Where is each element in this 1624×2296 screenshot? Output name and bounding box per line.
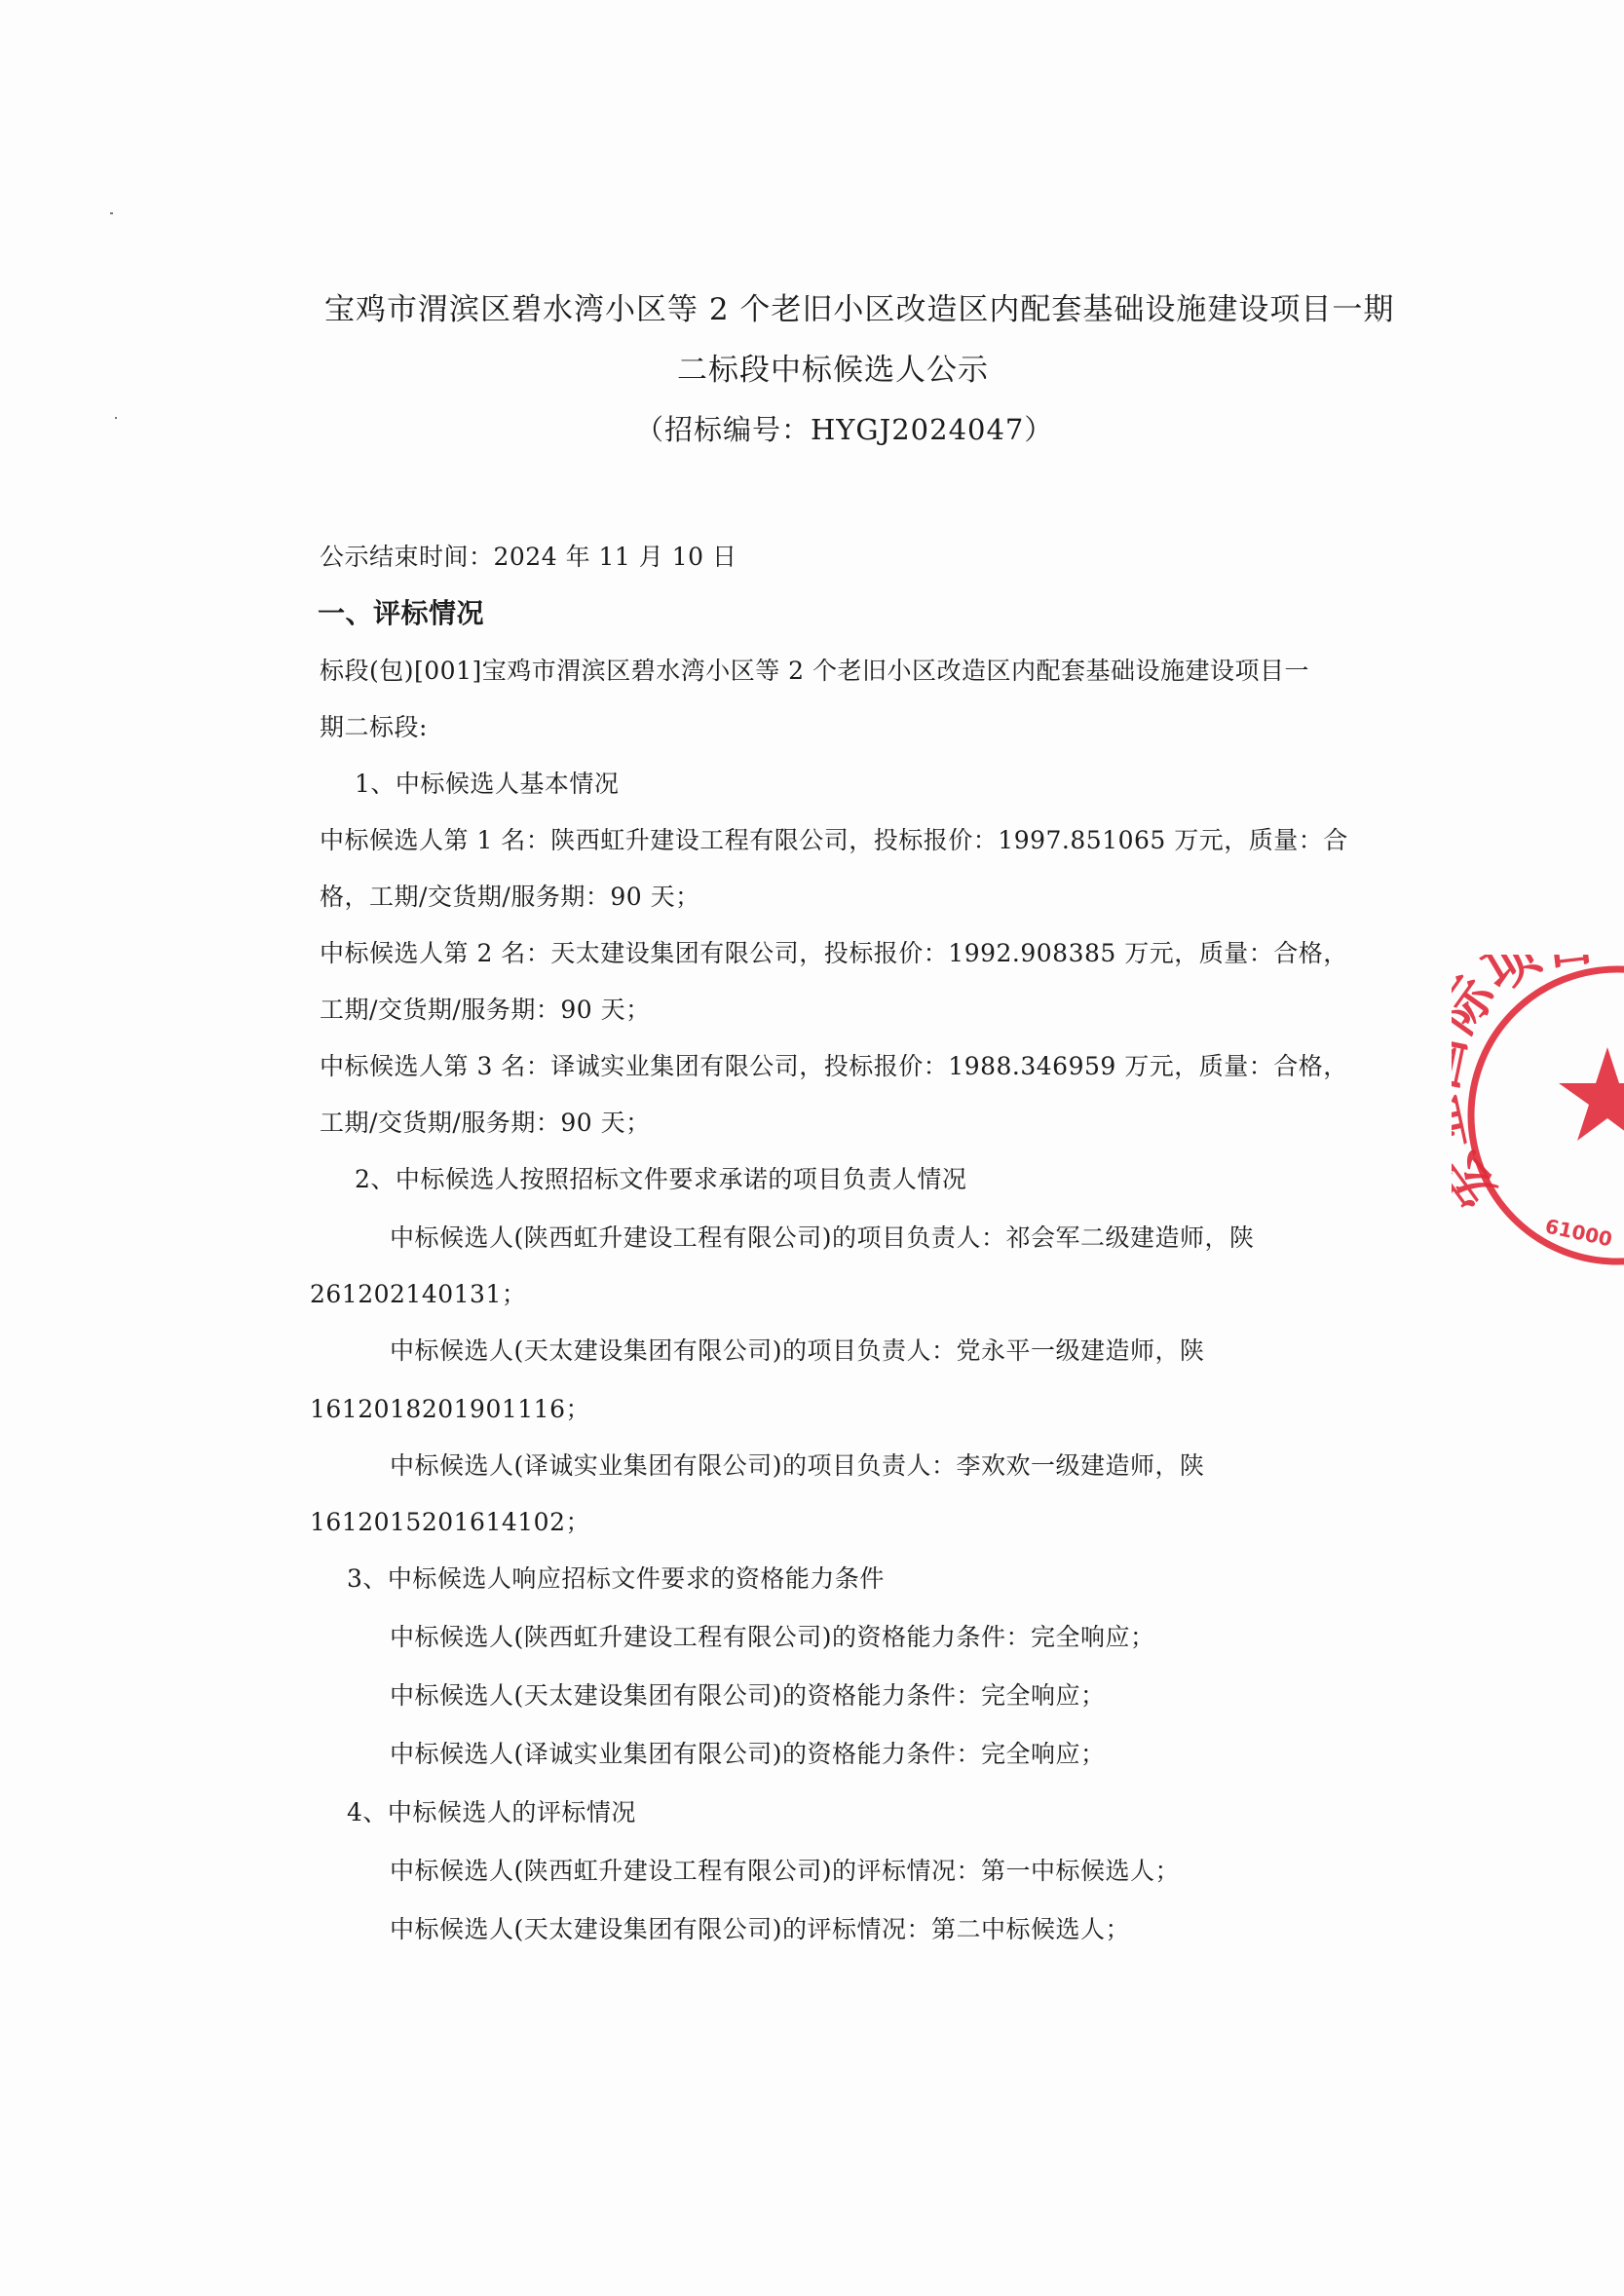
candidate-2-line1: 中标候选人第 2 名：天太建设集团有限公司，投标报价：1992.908385 万元，质量：合格，: [320, 939, 1348, 967]
lot-description-line2: 期二标段:: [320, 713, 428, 741]
manager-2-line1: 中标候选人(天太建设集团有限公司)的项目负责人：党永平一级建造师，陕: [390, 1336, 1205, 1365]
manager-3-line2: 1612015201614102；: [310, 1508, 590, 1536]
company-seal: [1452, 955, 1624, 1276]
qualification-2: 中标候选人(天太建设集团有限公司)的资格能力条件：完全响应；: [390, 1681, 1106, 1710]
candidate-1-line1: 中标候选人第 1 名：陕西虹升建设工程有限公司，投标报价：1997.851065 万元，质量：合: [320, 826, 1348, 854]
publicity-end-time: 公示结束时间：2024 年 11 月 10 日: [320, 543, 737, 571]
scan-speck: [115, 417, 117, 419]
manager-1-line2: 261202140131；: [310, 1280, 527, 1308]
company-seal-graphic: [1452, 955, 1624, 1276]
lot-description-line1: 标段(包)[001]宝鸡市渭滨区碧水湾小区等 2 个老旧小区改造区内配套基础设施建设项目一: [320, 657, 1310, 685]
tender-number: （招标编号：HYGJ2024047）: [635, 413, 1054, 446]
candidate-1-line2: 格，工期/交货期/服务期：90 天；: [320, 883, 700, 911]
scan-speck: [110, 212, 113, 214]
subheading-project-managers: 2、中标候选人按照招标文件要求承诺的项目负责人情况: [355, 1165, 967, 1193]
manager-2-line2: 1612018201901116；: [310, 1395, 590, 1423]
manager-3-line1: 中标候选人(译诚实业集团有限公司)的项目负责人：李欢欢一级建造师，陕: [390, 1451, 1205, 1480]
document-title-line2: 二标段中标候选人公示: [677, 353, 989, 388]
candidate-2-line2: 工期/交货期/服务期：90 天；: [320, 996, 651, 1024]
qualification-1: 中标候选人(陕西虹升建设工程有限公司)的资格能力条件：完全响应；: [390, 1623, 1155, 1651]
candidate-3-line1: 中标候选人第 3 名：译诚实业集团有限公司，投标报价：1988.346959 万元，质量：合格，: [320, 1052, 1348, 1080]
seal-number: 61000: [1542, 1214, 1615, 1252]
subheading-candidate-basics: 1、中标候选人基本情况: [355, 770, 620, 798]
qualification-3: 中标候选人(译诚实业集团有限公司)的资格能力条件：完全响应；: [390, 1740, 1106, 1768]
section-heading-evaluation: 一、评标情况: [318, 597, 485, 629]
evaluation-result-1: 中标候选人(陕西虹升建设工程有限公司)的评标情况：第一中标候选人；: [390, 1857, 1181, 1885]
subheading-qualifications: 3、中标候选人响应招标文件要求的资格能力条件: [347, 1564, 885, 1593]
evaluation-result-2: 中标候选人(天太建设集团有限公司)的评标情况：第二中标候选人；: [390, 1915, 1131, 1943]
seal-star-icon: [1559, 1047, 1624, 1141]
document-title-line1: 宝鸡市渭滨区碧水湾小区等 2 个老旧小区改造区内配套基础设施建设项目一期: [324, 292, 1395, 327]
seal-text: 项: [1472, 955, 1552, 1003]
subheading-evaluation-results: 4、中标候选人的评标情况: [347, 1798, 636, 1826]
manager-1-line1: 中标候选人(陕西虹升建设工程有限公司)的项目负责人：祁会军二级建造师，陕: [390, 1223, 1255, 1252]
candidate-3-line2: 工期/交货期/服务期：90 天；: [320, 1109, 651, 1137]
